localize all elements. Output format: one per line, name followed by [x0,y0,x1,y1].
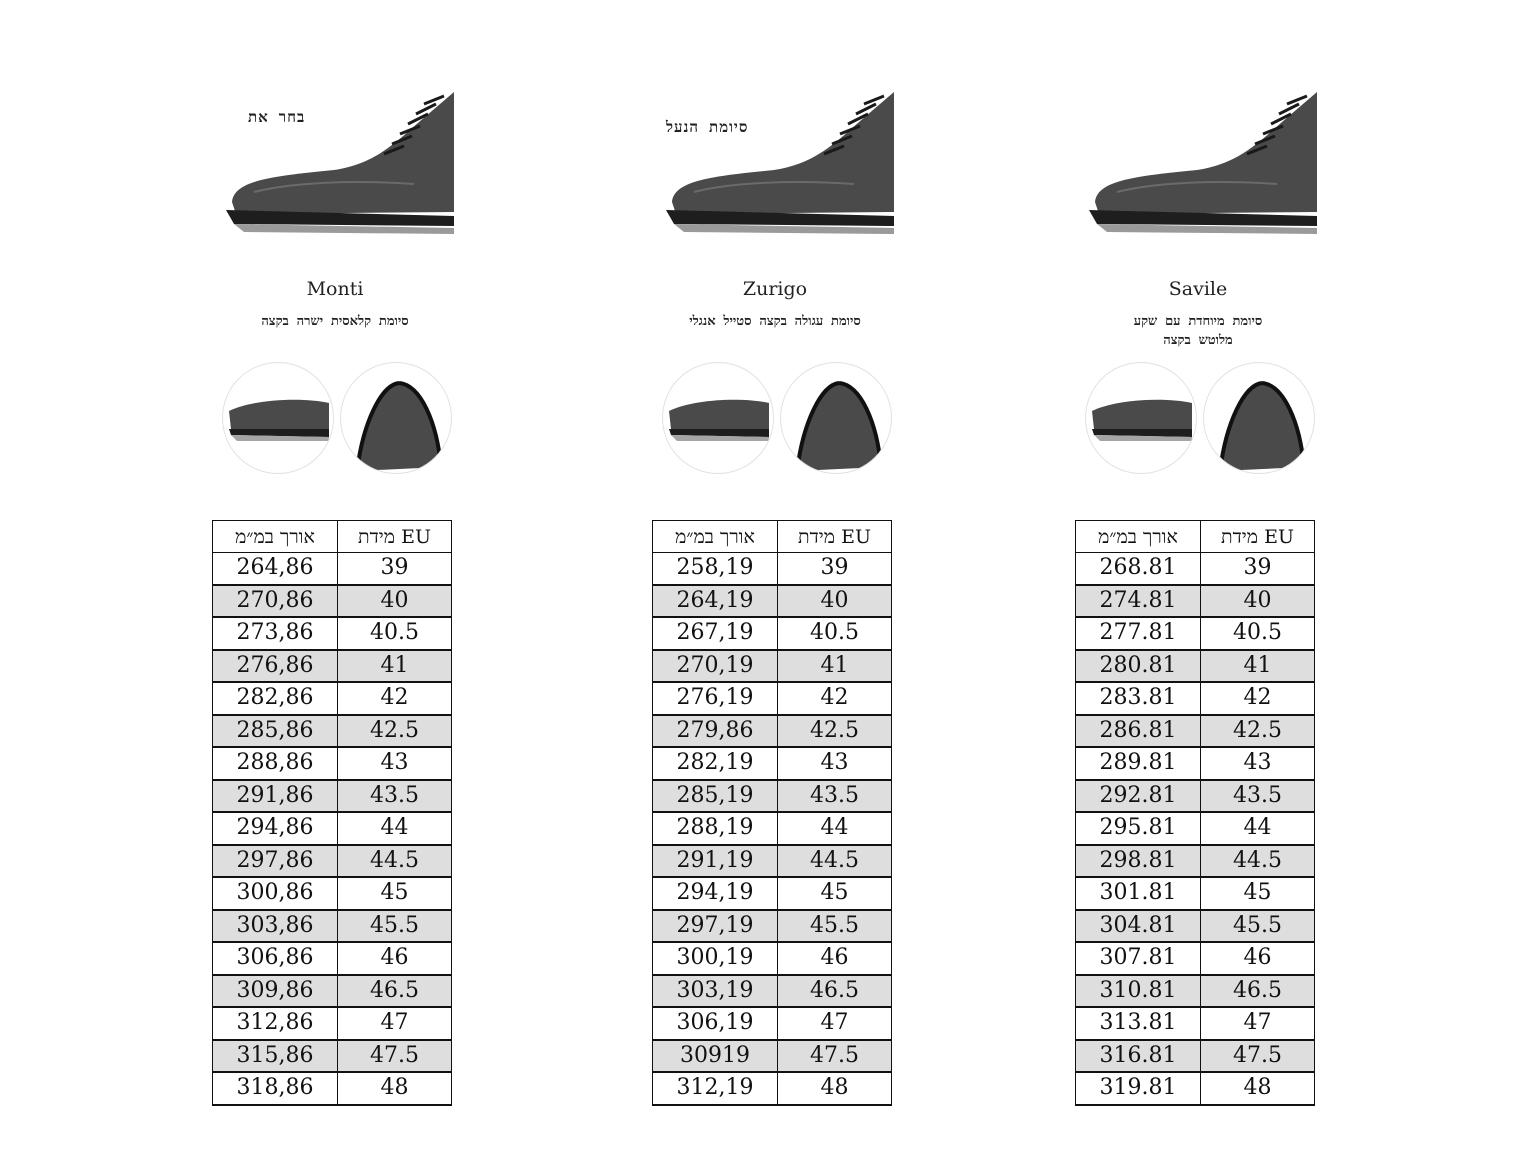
size-table-header [1076,521,1315,553]
model-name: Zurigo [742,278,808,300]
size-cell: 44.5 [1201,845,1315,878]
size-cell: 45.5 [338,910,452,943]
length-header: אורך במ״מ [653,521,778,553]
size-cell: 39 [1201,553,1315,585]
size-cell: 47.5 [338,1040,452,1073]
size-cell: 45.5 [778,910,892,943]
size-row [653,585,892,618]
size-cell: 47.5 [778,1040,892,1073]
size-cell: 42.5 [338,715,452,748]
length-cell: 288,19 [653,812,778,845]
size-cell: 47.5 [1201,1040,1315,1073]
size-cell: 46 [338,942,452,975]
length-cell: 294,86 [213,812,338,845]
size-cell: 46.5 [338,975,452,1008]
length-cell: 312,19 [653,1072,778,1105]
shoe-caption: סיומת הנעל [666,118,749,136]
length-cell: 300,19 [653,942,778,975]
size-row [213,553,452,585]
size-header: מידת EU [338,521,452,553]
size-row [1076,617,1315,650]
length-cell: 301.81 [1076,877,1201,910]
size-row [653,942,892,975]
length-cell: 312,86 [213,1007,338,1040]
length-cell: 319.81 [1076,1072,1201,1105]
size-cell: 48 [1201,1072,1315,1105]
size-cell: 43 [1201,747,1315,780]
size-header: מידת EU [1201,521,1315,553]
shoe-side-image [654,84,894,254]
length-cell: 304.81 [1076,910,1201,943]
size-row [653,910,892,943]
length-cell: 276,19 [653,682,778,715]
size-row [1076,812,1315,845]
size-cell: 43.5 [1201,780,1315,813]
size-cell: 40.5 [338,617,452,650]
size-cell: 39 [338,553,452,585]
length-cell: 273,86 [213,617,338,650]
size-row [653,682,892,715]
length-cell: 292.81 [1076,780,1201,813]
size-table-header [213,521,452,553]
size-cell: 42 [778,682,892,715]
size-row [1076,975,1315,1008]
size-cell: 42.5 [778,715,892,748]
size-row [213,617,452,650]
size-row [213,1040,452,1073]
length-header: אורך במ״מ [213,521,338,553]
size-row [213,1007,452,1040]
size-row [1076,650,1315,683]
toe-front-detail-image [340,362,452,474]
length-cell: 286.81 [1076,715,1201,748]
size-cell: 45 [1201,877,1315,910]
model-name: Savile [1168,278,1228,300]
model-column-zurigo [640,0,940,1151]
size-row [1076,1072,1315,1105]
length-cell: 303,19 [653,975,778,1008]
toe-front-detail-image [780,362,892,474]
size-cell: 40 [1201,585,1315,618]
size-row [653,1072,892,1105]
length-cell: 289.81 [1076,747,1201,780]
size-row [213,715,452,748]
length-cell: 310.81 [1076,975,1201,1008]
length-cell: 306,86 [213,942,338,975]
length-cell: 288,86 [213,747,338,780]
length-cell: 279,86 [653,715,778,748]
size-row [213,975,452,1008]
size-row [1076,585,1315,618]
size-cell: 40 [338,585,452,618]
size-row [1076,910,1315,943]
size-row [213,942,452,975]
length-cell: 270,19 [653,650,778,683]
size-cell: 44 [338,812,452,845]
toe-front-detail-image [1203,362,1315,474]
length-cell: 318,86 [213,1072,338,1105]
length-cell: 303,86 [213,910,338,943]
length-cell: 277.81 [1076,617,1201,650]
size-row [653,845,892,878]
length-cell: 306,19 [653,1007,778,1040]
size-cell: 47 [338,1007,452,1040]
model-column-monti [200,0,500,1151]
length-cell: 264,19 [653,585,778,618]
size-header: מידת EU [778,521,892,553]
length-cell: 316.81 [1076,1040,1201,1073]
shoe-caption: בחר את [248,108,306,126]
size-table-header [653,521,892,553]
size-row [653,812,892,845]
size-row [653,553,892,585]
length-cell: 280.81 [1076,650,1201,683]
length-cell: 270,86 [213,585,338,618]
length-cell: 309,86 [213,975,338,1008]
length-cell: 300,86 [213,877,338,910]
size-row [213,1072,452,1105]
size-cell: 48 [778,1072,892,1105]
size-row [653,1007,892,1040]
size-cell: 41 [778,650,892,683]
size-cell: 40.5 [778,617,892,650]
length-cell: 268.81 [1076,553,1201,585]
length-cell: 282,19 [653,747,778,780]
size-cell: 42.5 [1201,715,1315,748]
length-cell: 285,19 [653,780,778,813]
length-cell: 258,19 [653,553,778,585]
size-cell: 44 [1201,812,1315,845]
size-row [213,747,452,780]
model-description: סיומת עגולה בקצה סטייל אנגלי [689,314,861,329]
model-column-savile [1063,0,1363,1151]
model-name: Monti [306,278,364,300]
length-cell: 291,19 [653,845,778,878]
size-row [1076,1007,1315,1040]
length-cell: 283.81 [1076,682,1201,715]
size-cell: 45 [338,877,452,910]
size-cell: 40 [778,585,892,618]
size-row [213,877,452,910]
size-table [652,520,892,1106]
size-row [653,617,892,650]
length-cell: 297,86 [213,845,338,878]
size-cell: 41 [338,650,452,683]
size-cell: 39 [778,553,892,585]
size-row [1076,845,1315,878]
size-row [1076,553,1315,585]
length-cell: 315,86 [213,1040,338,1073]
model-description: סיומת קלאסית ישרה בקצה [261,314,409,329]
length-cell: 313.81 [1076,1007,1201,1040]
length-cell: 297,19 [653,910,778,943]
length-header: אורך במ״מ [1076,521,1201,553]
size-row [213,910,452,943]
size-cell: 45.5 [1201,910,1315,943]
size-cell: 46.5 [1201,975,1315,1008]
size-cell: 43.5 [338,780,452,813]
size-row [653,1040,892,1073]
size-row [1076,877,1315,910]
size-row [213,780,452,813]
size-row [1076,747,1315,780]
size-cell: 43 [338,747,452,780]
size-row [653,715,892,748]
size-cell: 44.5 [338,845,452,878]
size-cell: 42 [338,682,452,715]
length-cell: 291,86 [213,780,338,813]
size-row [1076,942,1315,975]
toe-side-detail-image [662,362,774,474]
size-row [213,845,452,878]
size-cell: 47 [778,1007,892,1040]
size-row [653,780,892,813]
size-table [1075,520,1315,1106]
size-row [653,650,892,683]
size-cell: 46 [778,942,892,975]
length-cell: 298.81 [1076,845,1201,878]
size-cell: 44.5 [778,845,892,878]
size-table [212,520,452,1106]
size-row [213,585,452,618]
size-row [213,682,452,715]
shoe-side-image [1077,84,1317,254]
size-cell: 43 [778,747,892,780]
size-cell: 44 [778,812,892,845]
model-description: סיומת מיוחדת עם שקע מלוטש בקצה [1133,314,1263,348]
length-cell: 307.81 [1076,942,1201,975]
size-row [653,975,892,1008]
size-cell: 43.5 [778,780,892,813]
size-cell: 46.5 [778,975,892,1008]
length-cell: 274.81 [1076,585,1201,618]
size-cell: 42 [1201,682,1315,715]
size-row [213,812,452,845]
size-cell: 40.5 [1201,617,1315,650]
size-row [1076,780,1315,813]
size-cell: 46 [1201,942,1315,975]
size-row [653,747,892,780]
size-cell: 48 [338,1072,452,1105]
size-row [1076,715,1315,748]
length-cell: 294,19 [653,877,778,910]
length-cell: 285,86 [213,715,338,748]
length-cell: 276,86 [213,650,338,683]
toe-side-detail-image [1085,362,1197,474]
size-cell: 41 [1201,650,1315,683]
toe-side-detail-image [222,362,334,474]
length-cell: 267,19 [653,617,778,650]
size-row [1076,682,1315,715]
length-cell: 30919 [653,1040,778,1073]
size-row [653,877,892,910]
length-cell: 282,86 [213,682,338,715]
size-cell: 45 [778,877,892,910]
length-cell: 295.81 [1076,812,1201,845]
size-row [213,650,452,683]
size-row [1076,1040,1315,1073]
size-cell: 47 [1201,1007,1315,1040]
length-cell: 264,86 [213,553,338,585]
